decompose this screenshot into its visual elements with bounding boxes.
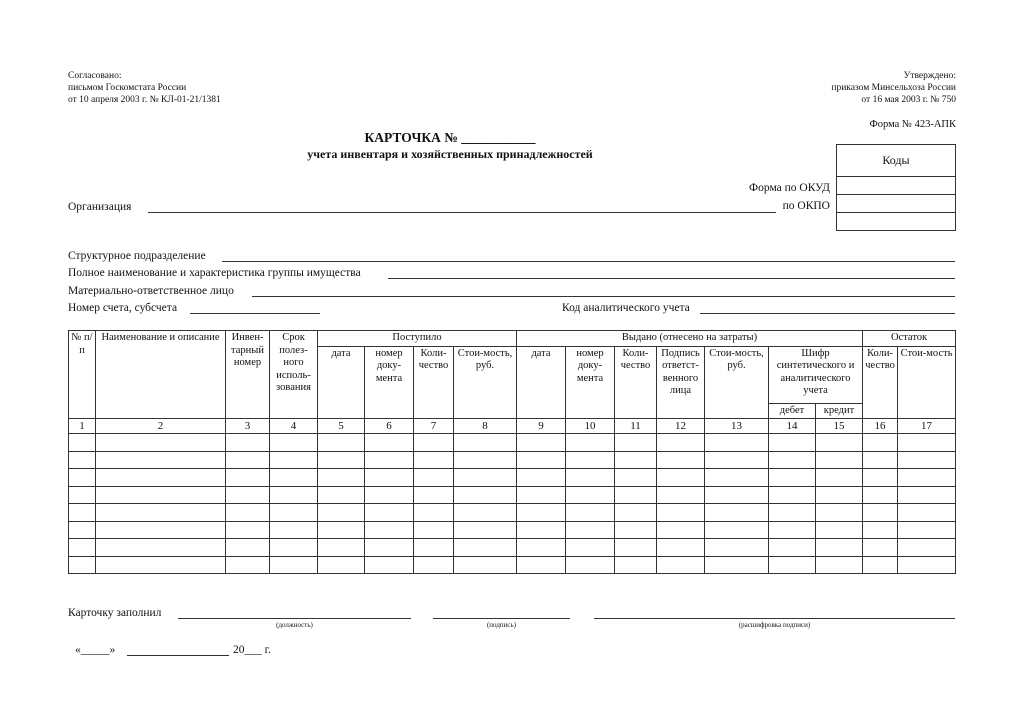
- table-cell[interactable]: [769, 521, 816, 539]
- table-cell[interactable]: [705, 504, 769, 522]
- col-header-cipher: Шифр синтетического и аналитического учета: [769, 346, 863, 403]
- table-cell[interactable]: [318, 556, 365, 574]
- table-cell[interactable]: [270, 451, 318, 469]
- table-cell[interactable]: [69, 521, 96, 539]
- table-cell[interactable]: [566, 539, 615, 557]
- table-cell[interactable]: [816, 556, 863, 574]
- table-cell[interactable]: [863, 451, 898, 469]
- table-cell[interactable]: [816, 486, 863, 504]
- table-cell[interactable]: [615, 539, 657, 557]
- table-cell[interactable]: [69, 434, 96, 452]
- col-number: 1: [69, 419, 96, 434]
- table-cell[interactable]: [898, 451, 956, 469]
- table-cell[interactable]: [414, 486, 454, 504]
- table-cell[interactable]: [816, 469, 863, 487]
- table-cell[interactable]: [318, 469, 365, 487]
- table-cell[interactable]: [657, 504, 705, 522]
- extra-code-field[interactable]: [837, 212, 955, 230]
- date-year[interactable]: 20___ г.: [233, 644, 271, 656]
- table-cell[interactable]: [517, 556, 566, 574]
- document-title: КАРТОЧКА № ___________: [364, 130, 536, 145]
- okud-label: Форма по ОКУД: [749, 182, 830, 194]
- date-day[interactable]: «_____»: [75, 644, 116, 656]
- col-header-num: № п/п: [69, 331, 96, 419]
- col-number: 17: [898, 419, 956, 434]
- form-number: Форма № 423-АПК: [869, 119, 956, 130]
- col-header-rec-doc: номер доку-мента: [365, 346, 414, 419]
- table-cell[interactable]: [705, 539, 769, 557]
- table-cell[interactable]: [226, 556, 270, 574]
- table-cell[interactable]: [270, 556, 318, 574]
- table-cell[interactable]: [898, 504, 956, 522]
- approval-right-line3: от 16 мая 2003 г. № 750: [861, 95, 956, 105]
- table-cell[interactable]: [69, 556, 96, 574]
- table-cell[interactable]: [816, 451, 863, 469]
- table-cell[interactable]: [96, 521, 226, 539]
- table-cell[interactable]: [705, 469, 769, 487]
- table-cell[interactable]: [226, 539, 270, 557]
- col-number: 7: [414, 419, 454, 434]
- table-cell[interactable]: [566, 504, 615, 522]
- signature-caption: (подпись): [486, 621, 517, 629]
- col-number: 5: [318, 419, 365, 434]
- table-cell[interactable]: [365, 504, 414, 522]
- table-cell[interactable]: [365, 521, 414, 539]
- table-cell[interactable]: [863, 434, 898, 452]
- table-cell[interactable]: [898, 556, 956, 574]
- table-cell[interactable]: [657, 434, 705, 452]
- table-cell[interactable]: [414, 469, 454, 487]
- decoding-caption: (расшифровка подписи): [738, 621, 811, 629]
- table-cell[interactable]: [365, 556, 414, 574]
- col-number: 13: [705, 419, 769, 434]
- table-cell[interactable]: [898, 539, 956, 557]
- decoding-line[interactable]: [594, 618, 955, 619]
- col-number: 6: [365, 419, 414, 434]
- filled-by-label: Карточку заполнил: [68, 607, 162, 619]
- table-cell[interactable]: [226, 469, 270, 487]
- table-cell[interactable]: [615, 521, 657, 539]
- table-cell[interactable]: [414, 556, 454, 574]
- table-cell[interactable]: [96, 539, 226, 557]
- table-cell[interactable]: [454, 504, 517, 522]
- table-cell[interactable]: [657, 539, 705, 557]
- table-cell[interactable]: [769, 539, 816, 557]
- table-cell[interactable]: [517, 539, 566, 557]
- table-cell[interactable]: [96, 556, 226, 574]
- table-cell[interactable]: [863, 521, 898, 539]
- table-cell[interactable]: [454, 434, 517, 452]
- table-cell[interactable]: [615, 486, 657, 504]
- approval-block-left: [68, 70, 221, 106]
- col-number: 12: [657, 419, 705, 434]
- table-cell[interactable]: [517, 521, 566, 539]
- table-cell[interactable]: [69, 469, 96, 487]
- approval-right-line1: Утверждено:: [903, 71, 956, 81]
- full-name-label: Полное наименование и характеристика группы имущества: [68, 267, 361, 279]
- table-cell[interactable]: [705, 434, 769, 452]
- table-cell[interactable]: [96, 451, 226, 469]
- col-header-iss-cost: Стои-мость, руб.: [705, 346, 769, 419]
- col-header-iss-doc: номер доку-мента: [566, 346, 615, 419]
- responsible-label: Материально-ответственное лицо: [68, 285, 234, 297]
- col-header-iss-qty: Коли-чество: [615, 346, 657, 419]
- table-cell[interactable]: [270, 521, 318, 539]
- col-header-credit: кредит: [816, 403, 863, 419]
- table-cell[interactable]: [863, 539, 898, 557]
- table-cell[interactable]: [517, 469, 566, 487]
- table-cell[interactable]: [615, 451, 657, 469]
- table-cell[interactable]: [769, 504, 816, 522]
- table-cell[interactable]: [816, 539, 863, 557]
- table-cell[interactable]: [816, 521, 863, 539]
- group-issued: Выдано (отнесено на затраты): [517, 331, 863, 347]
- table-cell[interactable]: [318, 451, 365, 469]
- col-header-term: Срок полез-ного исполь-зования: [270, 331, 318, 419]
- table-cell[interactable]: [365, 434, 414, 452]
- table-cell[interactable]: [454, 521, 517, 539]
- table-cell[interactable]: [816, 504, 863, 522]
- structural-unit-label: Структурное подразделение: [68, 250, 206, 262]
- table-cell[interactable]: [657, 469, 705, 487]
- col-number: 14: [769, 419, 816, 434]
- account-label: Номер счета, субсчета: [68, 302, 178, 314]
- table-cell[interactable]: [657, 521, 705, 539]
- table-cell[interactable]: [318, 539, 365, 557]
- position-line[interactable]: [178, 618, 411, 619]
- table-cell[interactable]: [863, 556, 898, 574]
- inventory-table: [68, 330, 956, 574]
- table-cell[interactable]: [69, 451, 96, 469]
- table-cell[interactable]: [898, 521, 956, 539]
- table-cell[interactable]: [517, 434, 566, 452]
- table-cell[interactable]: [414, 504, 454, 522]
- document-subtitle: учета инвентаря и хозяйственных принадлежностей: [307, 147, 593, 161]
- col-number: 9: [517, 419, 566, 434]
- table-cell[interactable]: [566, 434, 615, 452]
- table-cell[interactable]: [365, 469, 414, 487]
- table-row: [69, 521, 956, 539]
- table-cell[interactable]: [270, 539, 318, 557]
- table-cell[interactable]: [454, 539, 517, 557]
- table-cell[interactable]: [96, 504, 226, 522]
- table-cell[interactable]: [615, 434, 657, 452]
- table-cell[interactable]: [226, 486, 270, 504]
- approval-left-line1: Согласовано:: [68, 71, 122, 81]
- table-cell[interactable]: [414, 539, 454, 557]
- analytic-code-label: Код аналитического учета: [562, 302, 690, 314]
- okpo-code-field[interactable]: [837, 194, 955, 212]
- date-month-line[interactable]: [127, 655, 229, 656]
- table-cell[interactable]: [454, 469, 517, 487]
- table-cell[interactable]: [318, 521, 365, 539]
- table-cell[interactable]: [226, 521, 270, 539]
- codes-header: Коды: [882, 153, 910, 167]
- table-cell[interactable]: [226, 451, 270, 469]
- analytic-code-line[interactable]: [700, 313, 955, 314]
- table-cell[interactable]: [517, 504, 566, 522]
- table-row: [69, 556, 956, 574]
- approval-block-right: [831, 70, 956, 106]
- table-cell[interactable]: [566, 521, 615, 539]
- table-cell[interactable]: [365, 486, 414, 504]
- col-header-iss-date: дата: [517, 346, 566, 419]
- signature-line[interactable]: [433, 618, 570, 619]
- col-header-rec-cost: Стои-мость, руб.: [454, 346, 517, 419]
- codes-box: [836, 144, 956, 231]
- approval-left-line2: письмом Госкомстата России: [68, 83, 187, 93]
- table-cell[interactable]: [769, 486, 816, 504]
- table-cell[interactable]: [863, 469, 898, 487]
- table-cell[interactable]: [454, 451, 517, 469]
- table-cell[interactable]: [705, 486, 769, 504]
- table-cell[interactable]: [566, 556, 615, 574]
- column-numbers-row: [69, 419, 956, 434]
- table-cell[interactable]: [898, 434, 956, 452]
- table-cell[interactable]: [566, 486, 615, 504]
- structural-unit-line[interactable]: [222, 261, 955, 262]
- table-cell[interactable]: [365, 539, 414, 557]
- table-cell[interactable]: [414, 434, 454, 452]
- table-row: [69, 434, 956, 452]
- table-cell[interactable]: [270, 469, 318, 487]
- full-name-line[interactable]: [388, 278, 955, 279]
- col-number: 3: [226, 419, 270, 434]
- table-cell[interactable]: [615, 504, 657, 522]
- table-cell[interactable]: [816, 434, 863, 452]
- table-cell[interactable]: [318, 504, 365, 522]
- col-number: 10: [566, 419, 615, 434]
- table-cell[interactable]: [769, 434, 816, 452]
- table-cell[interactable]: [414, 521, 454, 539]
- col-header-inv: Инвен-тарный номер: [226, 331, 270, 419]
- col-number: 11: [615, 419, 657, 434]
- table-cell[interactable]: [769, 556, 816, 574]
- table-cell[interactable]: [898, 486, 956, 504]
- account-line[interactable]: [190, 313, 320, 314]
- col-header-rec-date: дата: [318, 346, 365, 419]
- col-number: 16: [863, 419, 898, 434]
- responsible-line[interactable]: [252, 296, 955, 297]
- table-cell[interactable]: [615, 469, 657, 487]
- organization-line[interactable]: [148, 212, 776, 213]
- table-cell[interactable]: [69, 539, 96, 557]
- table-cell[interactable]: [96, 486, 226, 504]
- table-cell[interactable]: [96, 469, 226, 487]
- group-received: Поступило: [318, 331, 517, 347]
- table-cell[interactable]: [517, 486, 566, 504]
- table-cell[interactable]: [566, 451, 615, 469]
- okpo-label: по ОКПО: [782, 200, 830, 212]
- col-header-bal-qty: Коли-чество: [863, 346, 898, 419]
- table-row: [69, 451, 956, 469]
- table-row: [69, 539, 956, 557]
- table-cell[interactable]: [657, 451, 705, 469]
- table-row: [69, 486, 956, 504]
- table-cell[interactable]: [69, 486, 96, 504]
- table-row: [69, 469, 956, 487]
- table-cell[interactable]: [270, 504, 318, 522]
- col-header-rec-qty: Коли-чество: [414, 346, 454, 419]
- table-cell[interactable]: [318, 486, 365, 504]
- table-cell[interactable]: [657, 486, 705, 504]
- table-cell[interactable]: [863, 504, 898, 522]
- table-cell[interactable]: [705, 521, 769, 539]
- col-header-debit: дебет: [769, 403, 816, 419]
- table-cell[interactable]: [615, 556, 657, 574]
- table-cell[interactable]: [898, 469, 956, 487]
- group-balance: Остаток: [863, 331, 956, 347]
- table-cell[interactable]: [566, 469, 615, 487]
- table-cell[interactable]: [270, 434, 318, 452]
- table-cell[interactable]: [454, 486, 517, 504]
- col-header-bal-cost: Стои-мость: [898, 346, 956, 419]
- okud-code-field[interactable]: [837, 176, 955, 194]
- col-number: 4: [270, 419, 318, 434]
- col-number: 8: [454, 419, 517, 434]
- col-header-iss-sign: Подпись ответст-венного лица: [657, 346, 705, 419]
- table-row: [69, 504, 956, 522]
- table-cell[interactable]: [414, 451, 454, 469]
- table-cell[interactable]: [226, 434, 270, 452]
- table-cell[interactable]: [365, 451, 414, 469]
- col-number: 2: [96, 419, 226, 434]
- table-cell[interactable]: [705, 556, 769, 574]
- table-cell[interactable]: [318, 434, 365, 452]
- approval-left-line3: от 10 апреля 2003 г. № КЛ-01-21/1381: [68, 95, 221, 105]
- table-cell[interactable]: [96, 434, 226, 452]
- table-cell[interactable]: [657, 556, 705, 574]
- table-cell[interactable]: [517, 451, 566, 469]
- organization-label: Организация: [68, 201, 132, 213]
- table-cell[interactable]: [270, 486, 318, 504]
- col-header-name: Наименование и описание: [96, 331, 226, 419]
- col-number: 15: [816, 419, 863, 434]
- table-cell[interactable]: [769, 469, 816, 487]
- table-cell[interactable]: [69, 504, 96, 522]
- table-cell[interactable]: [454, 556, 517, 574]
- position-caption: (должность): [276, 621, 313, 629]
- table-cell[interactable]: [226, 504, 270, 522]
- table-cell[interactable]: [769, 451, 816, 469]
- table-cell[interactable]: [705, 451, 769, 469]
- approval-right-line2: приказом Минсельхоза России: [831, 83, 956, 93]
- table-cell[interactable]: [863, 486, 898, 504]
